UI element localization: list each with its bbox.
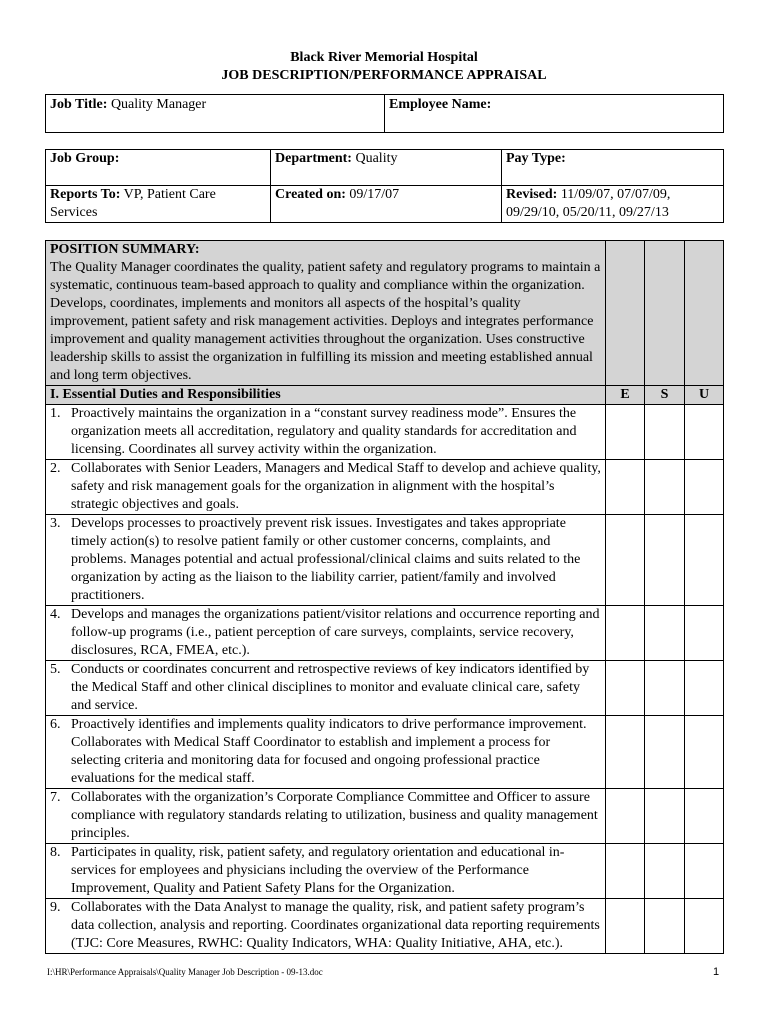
duty-text: Develops and manages the organizations patient/visitor relations and occurrence reporting and follow-up programs (i.e., patient perception of care surveys, complaints, service recovery, disclosures, RCA, FMEA, etc.). — [71, 607, 600, 658]
position-summary-heading: POSITION SUMMARY: — [50, 242, 200, 257]
rating-s-cell[interactable] — [645, 899, 685, 954]
column-s-header: S — [645, 386, 685, 405]
position-summary-text: The Quality Manager coordinates the quality, patient safety and regulatory programs to maintain a systematic, continuous team-based approach to quality and compliance within the organization. Develops, coordinates, implements and monitors all aspects of the hospital’s quality improvement, patient safety and risk management activities. Deploys and integrates performance improvement and quality management activities throughout the organization. Uses constructive leadership skills to assist the organization in fulfilling its mission and meeting established annual and long term objectives. — [50, 260, 601, 383]
duty-text: Conducts or coordinates concurrent and retrospective reviews of key indicators identified by the Medical Staff and other clinical disciplines to monitor and evaluate clinical care, safety and service. — [71, 662, 590, 713]
summary-s-blank — [645, 241, 685, 386]
rating-u-cell[interactable] — [685, 789, 724, 844]
rating-s-cell[interactable] — [645, 716, 685, 789]
duty-cell — [46, 844, 606, 899]
duty-cell — [46, 606, 606, 661]
duty-cell — [46, 405, 606, 460]
department-label: Department: — [275, 151, 352, 166]
duty-number: 9. — [50, 900, 61, 915]
duty-row — [46, 405, 724, 460]
created-on-label: Created on: — [275, 187, 346, 202]
rating-e-cell[interactable] — [606, 515, 645, 606]
section-heading: I. Essential Duties and Responsibilities — [46, 386, 606, 405]
rating-u-cell[interactable] — [685, 515, 724, 606]
duty-text: Collaborates with the Data Analyst to manage the quality, risk, and patient safety program’s data collection, analysis and reporting. Coordinates organizational data reporting requirements (TJC: Core Measures, RWHC: Quality Indicators, WHA: Quality Initiative, AHA, etc.). — [71, 900, 600, 951]
duty-number: 8. — [50, 845, 61, 860]
duty-row — [46, 899, 724, 954]
column-u-header: U — [685, 386, 724, 405]
duty-number: 1. — [50, 406, 61, 421]
duty-number: 4. — [50, 607, 61, 622]
reports-to-label: Reports To: — [50, 187, 121, 202]
rating-s-cell[interactable] — [645, 844, 685, 899]
pay-type-label: Pay Type: — [506, 151, 566, 166]
department-value: Quality — [355, 151, 398, 166]
duty-row — [46, 844, 724, 899]
duty-cell — [46, 899, 606, 954]
reports-to-value: VP, Patient Care Services — [50, 187, 216, 220]
pay-type-cell — [502, 150, 724, 186]
duty-row — [46, 606, 724, 661]
rating-e-cell[interactable] — [606, 405, 645, 460]
duty-cell — [46, 716, 606, 789]
rating-u-cell[interactable] — [685, 716, 724, 789]
duty-number: 2. — [50, 461, 61, 476]
job-info-table — [45, 149, 724, 223]
job-title-cell — [46, 95, 385, 133]
job-title-table — [45, 94, 724, 133]
duty-row — [46, 661, 724, 716]
duty-text: Participates in quality, risk, patient safety, and regulatory orientation and educational in-services for employees and physicians including the overview of the Performance Improvement, Quality and Patient Safety Plans for the Organization. — [71, 845, 565, 896]
duty-text: Collaborates with the organization’s Corporate Compliance Committee and Officer to assure compliance with regulatory standards relating to utilization, business and quality management principles. — [71, 790, 598, 841]
duty-number: 5. — [50, 662, 61, 677]
duties-table — [45, 240, 724, 954]
summary-u-blank — [685, 241, 724, 386]
revised-cell — [502, 186, 724, 223]
rating-u-cell[interactable] — [685, 405, 724, 460]
page-number: 1 — [713, 966, 720, 978]
duty-cell — [46, 460, 606, 515]
rating-s-cell[interactable] — [645, 515, 685, 606]
rating-s-cell[interactable] — [645, 405, 685, 460]
job-title-value: Quality Manager — [110, 97, 207, 112]
duty-cell — [46, 515, 606, 606]
rating-u-cell[interactable] — [685, 606, 724, 661]
job-group-label: Job Group: — [50, 151, 120, 166]
duty-text: Proactively identifies and implements quality indicators to drive performance improvement. Collaborates with Medical Staff Coordinator to establish and implement a process for selecting criteria and monitoring data for focused and ongoing professional practice evaluations for the medical staff. — [71, 717, 587, 786]
job-title-label: Job Title: — [50, 97, 108, 112]
rating-s-cell[interactable] — [645, 606, 685, 661]
revised-label: Revised: — [506, 187, 558, 202]
department-cell — [271, 150, 502, 186]
rating-s-cell[interactable] — [645, 661, 685, 716]
rating-e-cell[interactable] — [606, 460, 645, 515]
rating-e-cell[interactable] — [606, 844, 645, 899]
duty-number: 7. — [50, 790, 61, 805]
rating-e-cell[interactable] — [606, 789, 645, 844]
rating-e-cell[interactable] — [606, 661, 645, 716]
organization-name: Black River Memorial Hospital — [290, 50, 478, 65]
duty-number: 6. — [50, 717, 61, 732]
duty-cell — [46, 661, 606, 716]
duty-row — [46, 460, 724, 515]
reports-to-cell — [46, 186, 271, 223]
rating-u-cell[interactable] — [685, 460, 724, 515]
duty-cell — [46, 789, 606, 844]
summary-e-blank — [606, 241, 645, 386]
duty-text: Develops processes to proactively prevent risk issues. Investigates and takes appropriate timely action(s) to resolve patient family or other customer concerns, complaints, and problems. Manages potential and actual professional/clinical claims and suits related to the organization by acting as the liaison to the liability carrier, patient/family and involved practitioners. — [71, 516, 581, 603]
rating-u-cell[interactable] — [685, 899, 724, 954]
created-on-cell — [271, 186, 502, 223]
column-e-header: E — [606, 386, 645, 405]
duty-text: Proactively maintains the organization in a “constant survey readiness mode”. Ensures the organization meets all accreditation, regulatory and quality standards for accreditation and licensing. Coordinates all survey activity within the organization. — [71, 406, 577, 457]
rating-u-cell[interactable] — [685, 844, 724, 899]
duty-text: Collaborates with Senior Leaders, Managers and Medical Staff to develop and achieve quality, safety and risk management goals for the organization in alignment with the hospital’s strategic objectives and goals. — [71, 461, 601, 512]
rating-e-cell[interactable] — [606, 899, 645, 954]
duty-row — [46, 716, 724, 789]
rating-s-cell[interactable] — [645, 460, 685, 515]
employee-name-label: Employee Name: — [389, 97, 492, 112]
job-group-cell — [46, 150, 271, 186]
employee-name-cell — [385, 95, 724, 133]
duty-rows — [46, 405, 724, 954]
document-title: JOB DESCRIPTION/PERFORMANCE APPRAISAL — [221, 68, 547, 83]
duty-number: 3. — [50, 516, 61, 531]
revised-value: 11/09/07, 07/07/09, 09/29/10, 05/20/11, 09/27/13 — [506, 187, 671, 220]
position-summary-cell — [46, 241, 606, 386]
rating-e-cell[interactable] — [606, 606, 645, 661]
created-on-value: 09/17/07 — [349, 187, 400, 202]
duty-row — [46, 789, 724, 844]
footer-file-path: I:\HR\Performance Appraisals\Quality Manager Job Description - 09-13.doc — [47, 967, 323, 977]
rating-u-cell[interactable] — [685, 661, 724, 716]
duty-row — [46, 515, 724, 606]
rating-e-cell[interactable] — [606, 716, 645, 789]
rating-s-cell[interactable] — [645, 789, 685, 844]
